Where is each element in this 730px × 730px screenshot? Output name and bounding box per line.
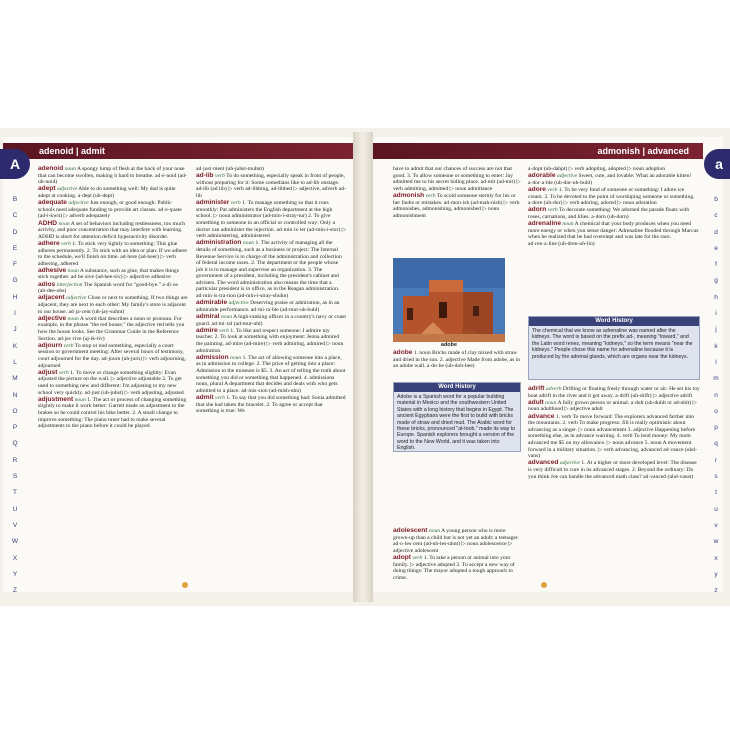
entry-part-of-speech: noun <box>428 528 441 534</box>
entry-headword: adolescent <box>393 527 428 534</box>
alphabet-letter: f <box>715 261 717 269</box>
alphabet-letter: J <box>13 326 17 334</box>
alphabet-letter: z <box>714 587 718 595</box>
entry-definition: 1. To move or change something slightly: Evan adjusted the picture on the wall. ▷ adjective adjustable 2. To get used to something new and different: I'm adjusting to my new school very quickly. ad·just (uh-juhst) ▷ verb adjusting, adjusted <box>38 369 184 396</box>
alphabet-letter: W <box>11 538 19 546</box>
entry-headword: adios <box>38 280 56 288</box>
dictionary-entry <box>38 343 188 369</box>
entry-definition: The Spanish word for "good-bye." a·di·os (ah-dee-ohs) <box>38 281 178 295</box>
entry-part-of-speech: noun <box>562 221 574 228</box>
dictionary-entry <box>528 207 700 220</box>
entry-definition: 1. To stick very tightly to something: This glue adheres permanently. 2. To stick with an idea or plan: If we adhere to the schedule, we'll finish on time. ad·here (ad-heer) ▷ verb adhering, adhered <box>38 240 187 267</box>
dictionary-entry <box>528 386 700 399</box>
entry-part-of-speech: noun <box>58 220 70 227</box>
entry-part-of-speech: verb <box>215 173 225 180</box>
alphabet-letter: S <box>12 473 18 481</box>
alphabet-letter: b <box>714 196 718 203</box>
entry-definition: A fully grown person or animal. a·dult (uh-duhlt or ad-uhlt) ▷ noun adulthood ▷ adjective adult <box>528 399 697 413</box>
alphabet-letter: q <box>714 440 718 448</box>
alphabet-letter: o <box>714 407 718 415</box>
dictionary-entry <box>196 240 346 299</box>
alphabet-letter: D <box>12 228 18 236</box>
entry-headword: adjustment <box>38 395 74 403</box>
word-history-title: Word History <box>394 383 520 392</box>
entry-definition: Sweet, cute, and lovable: What an adorable kitten! a·dor·a·ble (uh-dor-uh-buhl) <box>528 173 692 186</box>
alphabet-letter: I <box>14 310 16 318</box>
entry-definition: Just enough, or good enough: Public schools need adequate funding to provide art classes. ad·e·quate (ad-i-kwit) ▷ adverb adequately <box>38 200 182 220</box>
entry-part-of-speech: verb <box>58 369 69 376</box>
entry-part-of-speech: noun <box>64 166 76 172</box>
alphabet-letter: O <box>12 407 18 415</box>
book-gutter <box>353 132 373 602</box>
entry-headword: adore <box>528 185 546 193</box>
entry-headword: adhesive <box>38 266 67 274</box>
alphabet-index-left <box>8 192 22 599</box>
entry-definition: 1. To be very fond of someone or something: I adore ice cream. 2. To be devoted to the point of worshiping someone or something. a·dore (uh-dor) ▷ verb adoring, adored ▷ noun adoration <box>528 186 695 207</box>
entry-headword: adjust <box>38 368 58 376</box>
alphabet-letter: e <box>714 244 718 252</box>
page-number-marker-right <box>541 582 547 588</box>
dictionary-entry <box>38 221 188 241</box>
entry-part-of-speech: adjective <box>559 460 581 467</box>
entry-headword: adrift <box>528 385 545 392</box>
alphabet-letter: M <box>12 375 18 383</box>
alphabet-letter: y <box>714 570 718 578</box>
entry-part-of-speech: verb <box>425 192 436 199</box>
dictionary-entry <box>393 193 521 219</box>
entry-column-4-top <box>528 166 700 248</box>
dictionary-entry <box>196 300 346 313</box>
word-history-box-adrenaline <box>528 316 700 380</box>
entry-headword: adjective <box>38 314 67 322</box>
entry-column-4-bottom <box>528 386 700 481</box>
alphabet-letter: h <box>714 293 718 301</box>
entry-definition: Close or next to something. If two things are adjacent, they are next to each other: My family's store is adjacent to our house. ad·ja·cent (uh-jay-suhnt) <box>38 295 188 315</box>
dictionary-entry <box>38 268 188 281</box>
entry-headword: adhere <box>38 239 60 247</box>
entry-headword: admit <box>196 393 214 401</box>
entry-column-3-mid <box>393 350 521 370</box>
entry-definition: A word that describes a noun or pronoun. For example, in the phrase "the red house," the adjective red tells you how the house looks. See the Grammar Guide in the Reference Section. ad·jec·tive (aj-ik-tiv) <box>38 315 185 342</box>
alphabet-letter: m <box>713 375 719 383</box>
entry-part-of-speech: noun <box>74 396 86 403</box>
dictionary-entry <box>38 316 188 342</box>
alphabet-letter: x <box>714 554 718 562</box>
entry-definition: A substance, such as glue, that makes things stick together. ad·he·sive (ad-hee-siv) ▷ adjective adhesive <box>38 267 179 281</box>
word-history-text: Adobe is a Spanish word for a popular building material in Mexico and the southwestern United States with a long history that begins in Egypt. The ancient Egyptians were the first to build with bricks made of straw and dried mud. The Arabic word for these bricks, pronounced "at-toob," made its way to Europe. Spanish explorers brought a version of the word to the New World, and it was taken into English. <box>397 394 516 452</box>
entry-headword: adobe <box>393 349 413 356</box>
entry-part-of-speech: verb <box>547 207 558 214</box>
alphabet-letter: Q <box>12 440 18 448</box>
entry-headword: admirable <box>196 299 228 307</box>
entry-part-of-speech: verb <box>219 327 229 334</box>
dictionary-entry <box>38 166 188 186</box>
alphabet-letter: p <box>714 424 718 432</box>
alphabet-letter: X <box>12 554 18 562</box>
dictionary-entry <box>393 166 521 192</box>
dictionary-entry <box>528 414 700 460</box>
entry-part-of-speech: verb <box>230 200 241 207</box>
dictionary-entry <box>528 460 700 480</box>
entry-headword: administration <box>196 239 242 247</box>
entry-headword: advanced <box>528 459 559 467</box>
entry-headword: ADHD <box>38 219 58 227</box>
entry-headword: adrenaline <box>528 220 561 228</box>
word-history-text-2: The chemical that we know as adrenaline was named after the kidneys. The word is based on the prefix ad-, meaning "toward," and the Latin word renes, meaning "kidneys," so the term means "near the kidneys." People chose this name for adrenaline because it is produced by the adrenal glands, which are organs near the kidneys. <box>532 328 693 360</box>
alphabet-letter: Y <box>12 570 18 578</box>
entry-part-of-speech: adjective <box>556 173 578 180</box>
entry-definition: 1. The act of allowing someone into a place, as in admission to college. 2. The price of getting into a place: Admission to the museum is $5. 3. An act of telling the truth about something you did or something that happened. 4. admissions noun, plural A department that decides and deals with who gets admitted to a place. ad·mis·sion (ad-mish-uhn) <box>196 354 346 394</box>
alphabet-letter: Z <box>13 587 17 595</box>
entry-part-of-speech: verb <box>215 394 225 401</box>
entry-definition: To decorate something: We adorned the parade floats with roses, carnations, and lilies. a·dorn (uh-dorn) <box>528 207 690 220</box>
entry-definition: 1. To say that you did something bad: Sonia admitted that she had taken the bracelet. 2. To agree or accept that something is true: We <box>196 394 346 415</box>
alphabet-letter: n <box>714 391 718 399</box>
alphabet-letter: V <box>12 521 18 529</box>
letter-tab-right: a <box>704 149 730 179</box>
entry-part-of-speech: adjective <box>57 186 78 193</box>
entry-definition: 1. The act or process of changing something slightly to make it work better: Garrett made an adjustment to the brakes so he could control his bike better. 2. A small change to improve something: The piano tuner had to make several adjustments to the piano before it could be played. <box>38 396 187 430</box>
entry-part-of-speech: noun <box>67 315 79 322</box>
alphabet-letter: i <box>715 310 717 318</box>
entry-definition: 1. At a higher or more developed level: The disease is very difficult to cure in its advanced stages. 2. Beyond the ordinary: Do you think Joe can handle the advanced math class? ad·vanced (uhd-vanst) <box>528 460 697 480</box>
entry-headword: adjacent <box>38 294 65 302</box>
left-header-band <box>3 143 353 159</box>
entry-column-3-bottom <box>393 528 521 582</box>
entry-definition: To do something, especially speak in front of people, without preparing for it: Some comedians like to ad-lib onstage. ad-lib (ad lib) ▷ verb ad-libbing, ad-libbed ▷ adjective, adverb ad-lib <box>196 173 346 199</box>
left-guide-words: adenoid | admit <box>39 146 106 156</box>
entry-headword: admonish <box>393 191 425 199</box>
alphabet-letter: B <box>12 196 18 203</box>
dictionary-entry <box>196 395 346 415</box>
alphabet-letter: H <box>12 293 18 301</box>
alphabet-letter: g <box>714 277 718 285</box>
entry-part-of-speech: noun <box>230 354 242 361</box>
entry-definition: 1. To like and respect someone: I admire my teacher. 2. To look at something with enjoyment: Jenna admired the painting. ad·mire (ad-mire) ▷ verb admiring, admired ▷ noun admiration <box>196 327 344 354</box>
entry-headword: adorable <box>528 172 556 180</box>
entry-definition: 1. verb To move forward: The explorers advanced farther into the mountains. 2. verb To make progress: Jill is really optimistic about advancing as a singer. ▷ noun advancement 3. adjective Happening before something else, as in advance warning. 4. verb To lend money: My mom advanced me $5 on my allowance. ▷ noun advance 5. noun A movement forward in a military situation. ▷ verb advancing, advanced ad·vance (uhd-vans) <box>528 413 697 460</box>
entry-definition: 1. To take a person or animal into your family. ▷ adjective adopted 2. To accept a new way of doing things: The mayor adopted a tough approach to crime. <box>393 554 515 581</box>
dictionary-entry <box>528 400 700 413</box>
dictionary-entry <box>38 282 188 295</box>
dictionary-entry <box>393 555 521 581</box>
entry-headword: adorn <box>528 206 547 214</box>
alphabet-letter: U <box>12 505 18 513</box>
entry-headword: adult <box>528 398 544 406</box>
entry-part-of-speech: verb <box>412 554 423 561</box>
dictionary-entry <box>38 200 188 220</box>
dictionary-entry <box>528 187 700 207</box>
entry-part-of-speech: adjective <box>228 300 249 307</box>
entry-definition: A young person who is more grown-up than a child but is not yet an adult; a teenager. ad·o·les·cent (ad-uh-les-uhnt) ▷ noun adolescence ▷ adjective adolescent <box>393 528 519 554</box>
alphabet-letter: v <box>714 521 718 529</box>
dictionary-entry <box>38 370 188 396</box>
alphabet-letter: k <box>714 342 718 350</box>
dictionary-entry <box>196 328 346 354</box>
entry-headword: admire <box>196 326 218 334</box>
entry-headword: adopt <box>393 553 411 561</box>
photo-caption: adobe <box>440 342 458 348</box>
entry-headword: ad-lib <box>196 172 214 180</box>
entry-part-of-speech: noun <box>545 399 557 406</box>
entry-definition: have to admit that our chances of success are not that good. 3. To allow someone or something to enter: Jay admitted me to his secret hiding place. ad·mit (ad-mit) ▷ verb admitting, admitted ▷ noun admittance <box>393 166 521 192</box>
alphabet-letter: s <box>714 473 718 481</box>
alphabet-letter: w <box>713 538 719 546</box>
dictionary-entry <box>38 241 188 267</box>
entry-part-of-speech: verb <box>61 240 71 247</box>
page-number-marker-left <box>182 582 188 588</box>
adobe-building-photo <box>393 258 505 342</box>
entry-column-1 <box>38 166 188 430</box>
word-history-box-adobe <box>393 382 521 452</box>
alphabet-letter: c <box>714 212 718 220</box>
entry-headword: adenoid <box>38 165 64 172</box>
entry-definition: To stop or end something, especially a court session or government meeting: After several hours of testimony, court adjourned for the day. ad·journ (uh-jurn) ▷ verb adjourning, adjourned <box>38 342 186 369</box>
entry-definition: 1. The activity of managing all the details of something, such as a business or project: The Internal Revenue Service is in charge of the administration and collection of federal income taxes. 2. The department or the people whose job it is to manage and supervise an organization. 3. The government of a president, including the president's cabinet and advisers. The word administration also means the time that a particular president is in office, as in the Reagan administration. ad·min·is·tra·tion (ad-min-i-stray-shuhn) <box>196 240 342 300</box>
alphabet-letter: G <box>12 277 18 285</box>
alphabet-letter: r <box>714 456 718 464</box>
alphabet-letter: F <box>13 261 17 269</box>
entry-definition: Drifting or floating freely through water or air: He set his toy boat adrift in the river and it got away. a·drift (uh-drift) ▷ adjective adrift <box>528 386 700 399</box>
dictionary-entry <box>196 355 346 395</box>
entry-definition: Able to do something well: My dad is quite adept at cooking. a·dept (uh-dept) <box>38 186 176 199</box>
entry-definition: Deserving praise or admiration, as in an admirable performance. ad·mi·ra·ble (ad-mur-uh-buhl) <box>196 300 340 313</box>
dictionary-entry <box>196 200 346 240</box>
entry-headword: admission <box>196 353 229 361</box>
entry-part-of-speech: noun <box>242 240 255 247</box>
entry-definition: A set of behaviors including restlessness, too much activity, and poor concentration that may interfere with learning. ADHD is short for attention deficit hyperactivity disorder. <box>38 220 186 240</box>
dictionary-entry <box>38 397 188 430</box>
entry-part-of-speech: interjection <box>56 281 83 288</box>
alphabet-letter: j <box>715 326 717 334</box>
dictionary-entry <box>196 314 346 327</box>
entry-definition: 1. noun Bricks made of clay mixed with straw and dried in the sun. 2. adjective Made from adobe, as in an adobe wall. a·do·be (uh-doh-bee) <box>393 350 521 370</box>
alphabet-letter: K <box>12 342 18 350</box>
alphabet-letter: C <box>12 212 18 220</box>
entry-definition: A spongy lump of flesh at the back of your nose that can become swollen, making it hard to breathe. ad·e·noid (ad-uh-noid) <box>38 166 187 186</box>
entry-column-3-top <box>393 166 521 220</box>
entry-definition: a·dopt (uh-dahpt) ▷ verb adopting, adopted ▷ noun adoption <box>528 166 666 172</box>
entry-part-of-speech: verb <box>547 186 558 193</box>
right-header-band <box>373 143 703 159</box>
alphabet-letter: T <box>13 489 17 497</box>
alphabet-letter: N <box>12 391 18 399</box>
dictionary-entry <box>393 350 521 370</box>
alphabet-letter: E <box>12 244 18 252</box>
alphabet-letter: l <box>715 358 717 366</box>
dictionary-entry <box>528 173 700 186</box>
dictionary-entry <box>528 221 700 247</box>
entry-definition: ad·just·ment (uh-juhst-muhnt) <box>196 166 264 172</box>
dictionary-entry <box>393 528 521 554</box>
alphabet-letter: L <box>13 358 17 366</box>
alphabet-letter: P <box>12 424 18 432</box>
alphabet-letter: d <box>714 228 718 236</box>
dictionary-entry <box>38 186 188 199</box>
entry-part-of-speech: adjective <box>66 295 87 302</box>
entry-part-of-speech: adverb <box>545 386 562 392</box>
letter-tab-left: A <box>0 149 30 179</box>
entry-headword: adequate <box>38 199 67 207</box>
dictionary-entry <box>196 173 346 199</box>
entry-definition: 1. To manage something so that it runs smoothly: Pat administers the English department at the high school. ▷ noun administrator (ad-min-i-stray-tur) 2. To give something to someone in an official or controlled way: Only a doctor can administer the injection. ad·min·is·ter (ad-min-i-stur) ▷ verb administering, administered <box>196 200 347 240</box>
word-history-title-2: Word History <box>529 317 699 326</box>
entry-part-of-speech: noun <box>220 314 233 321</box>
entry-headword: adept <box>38 185 56 193</box>
entry-headword: admiral <box>196 313 220 321</box>
alphabet-letter: R <box>12 456 18 464</box>
entry-definition: To scold someone sternly for his or her faults or mistakes. ad·mon·ish (ad-mah-nish) ▷ verb admonishes, admonishing, admonished ▷ noun admonishment <box>393 192 520 219</box>
entry-headword: adjourn <box>38 341 63 349</box>
dictionary-entry <box>38 295 188 315</box>
entry-part-of-speech: noun <box>67 267 79 274</box>
entry-headword: advance <box>528 412 555 420</box>
entry-headword: administer <box>196 199 230 207</box>
alphabet-letter: u <box>714 505 718 513</box>
dictionary-entry <box>196 166 346 173</box>
entry-part-of-speech: verb <box>63 342 74 349</box>
right-guide-words: admonish | advanced <box>597 146 689 156</box>
entry-definition: A chemical that your body produces when you need more energy or when you sense danger: Adrenaline flooded through Marcus when he realized that he had overslept and was late for the race. ad·ren·a·line (uh-dren-uh-lin) <box>528 221 699 247</box>
entry-part-of-speech: adjective <box>68 200 89 207</box>
entry-definition: A high-ranking officer in a country's navy or coast guard. ad·mi·ral (ad-mur-uhl) <box>196 314 346 327</box>
alphabet-letter: t <box>715 489 717 497</box>
entry-column-2 <box>196 166 346 415</box>
alphabet-index-right <box>709 192 723 599</box>
